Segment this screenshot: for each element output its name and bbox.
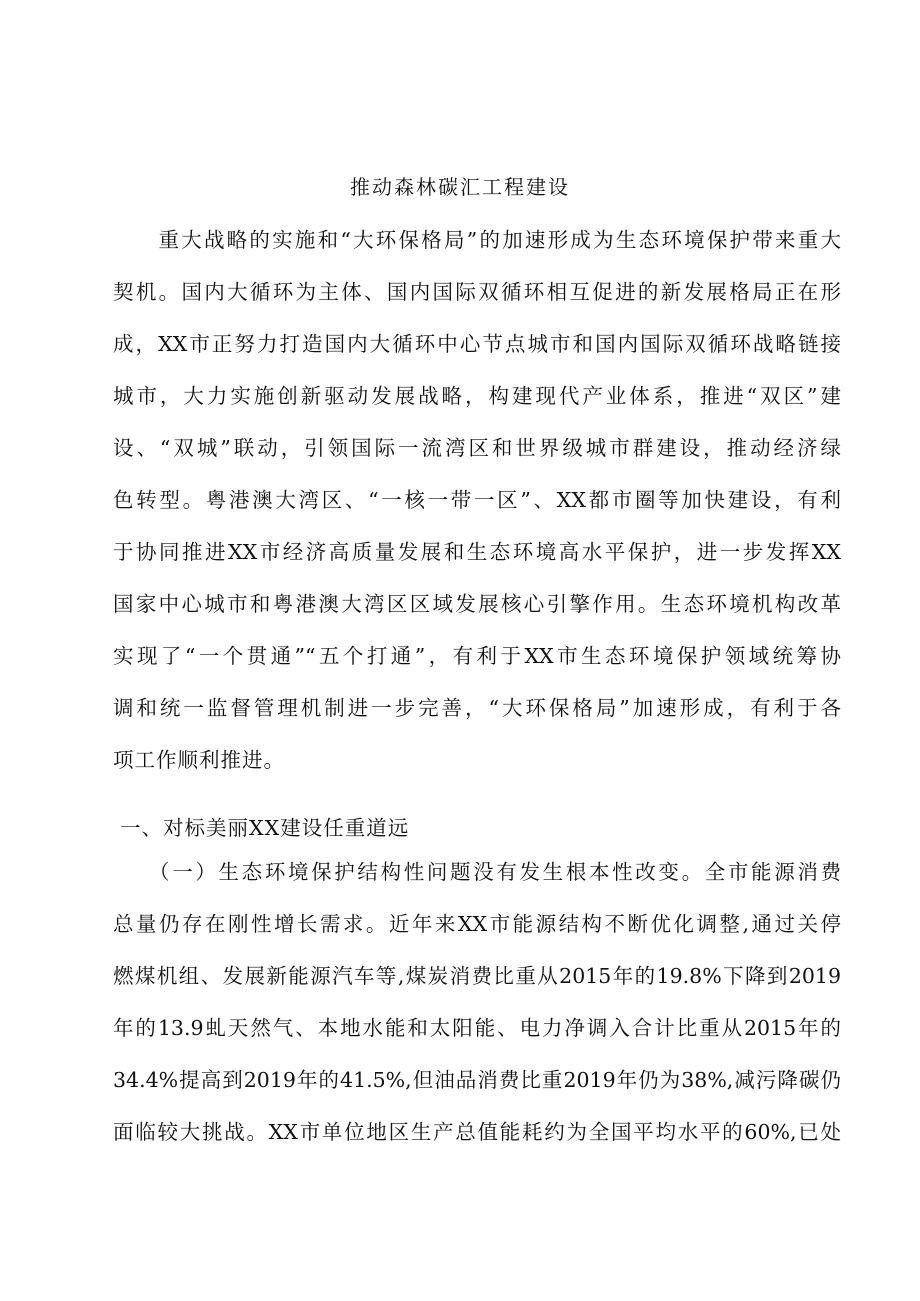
text-line: 色转型。粤港澳大湾区、“一核一带一区”、XX都市圈等加快建设，有利 bbox=[113, 488, 841, 512]
text-line: 调和统一监督管理机制进一步完善，“大环保格局”加速形成，有利于各 bbox=[113, 696, 841, 720]
paragraph-opportunity bbox=[113, 214, 841, 786]
text-line: 面临较大挑战。XX市单位地区生产总值能耗约为全国平均水平的60%,已处 bbox=[113, 1120, 841, 1144]
text-line: 年的13.9虬天然气、本地水能和太阳能、电力净调入合计比重从2015年的 bbox=[113, 1016, 841, 1040]
text-line: 成，XX市正努力打造国内大循环中心节点城市和国内国际双循环战略链接 bbox=[113, 332, 841, 356]
text-line: 项工作顺利推进。 bbox=[113, 748, 285, 772]
text-line: 实现了“一个贯通”“五个打通”，有利于XX市生态环境保护领域统筹协 bbox=[113, 644, 841, 668]
text-line: 燃煤机组、发展新能源汽车等,煤炭消费比重从2015年的19.8%下降到2019 bbox=[113, 964, 841, 988]
paragraph-structural-issues bbox=[113, 846, 841, 1158]
text-line: 契机。国内大循环为主体、国内国际双循环相互促进的新发展格局正在形 bbox=[113, 280, 841, 304]
section-heading: 一、对标美丽XX建设任重道远 bbox=[120, 816, 410, 840]
text-line: 设、“双城”联动，引领国际一流湾区和世界级城市群建设，推动经济绿 bbox=[113, 436, 841, 460]
text-line: 34.4%提高到2019年的41.5%,但油品消费比重2019年仍为38%,减污降碳仍 bbox=[113, 1068, 841, 1092]
text-line: 于协同推进XX市经济高质量发展和生态环境高水平保护，进一步发挥XX bbox=[113, 540, 841, 564]
text-line: 城市，大力实施创新驱动发展战略，构建现代产业体系，推进“双区”建 bbox=[113, 384, 841, 408]
text-line: 国家中心城市和粤港澳大湾区区域发展核心引擎作用。生态环境机构改革 bbox=[113, 592, 841, 616]
text-line: （一）生态环境保护结构性问题没有发生根本性改变。全市能源消费 bbox=[113, 860, 841, 884]
document-title: 推动森林碳汇工程建设 bbox=[350, 175, 570, 199]
text-line: 总量仍存在刚性增长需求。近年来XX市能源结构不断优化调整,通过关停 bbox=[113, 912, 841, 936]
text-line: 重大战略的实施和“大环保格局”的加速形成为生态环境保护带来重大 bbox=[113, 228, 841, 252]
